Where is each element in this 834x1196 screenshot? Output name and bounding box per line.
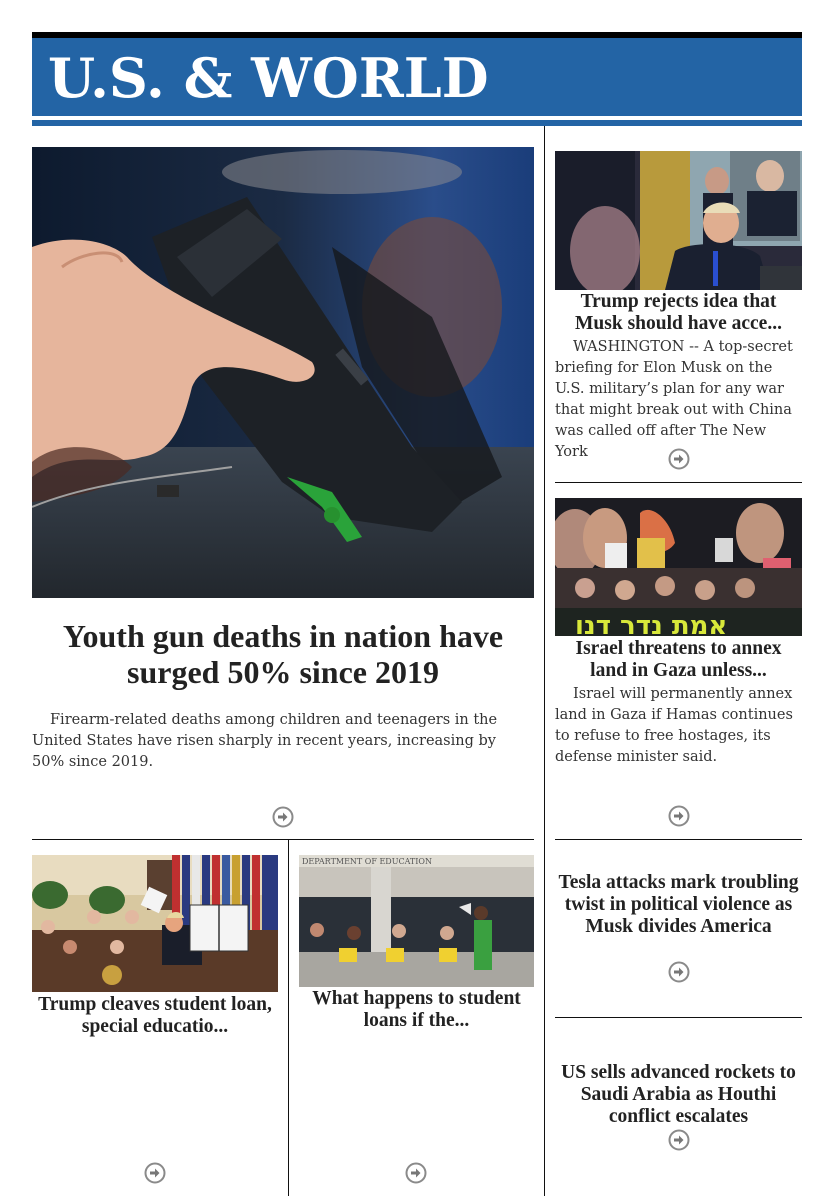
arrow-circle-right-icon xyxy=(668,1129,690,1151)
right-story-3-headline[interactable]: Tesla attacks mark troubling twist in political violence as Musk divides America xyxy=(558,872,799,937)
arrow-circle-right-icon xyxy=(144,1162,166,1184)
right-story-1-image[interactable] xyxy=(555,151,802,290)
lead-story-image[interactable] xyxy=(32,147,534,598)
right-story-2-summary: Israel will permanently annex land in Gaza if Hamas continues to refuse to free hostages, its defense minister said. xyxy=(555,686,793,765)
right-story-1-rule xyxy=(555,482,802,483)
bottom-story-1-image[interactable] xyxy=(32,855,278,992)
right-story-2-image[interactable] xyxy=(555,498,802,636)
arrow-circle-right-icon xyxy=(668,448,690,470)
lead-story-summary: Firearm-related deaths among children and teenagers in the United States have risen sharply in recent years, increasing by 50% since 2019. xyxy=(32,712,498,770)
right-story-3-rule xyxy=(555,1017,802,1018)
lead-story-headline[interactable]: Youth gun deaths in nation have surged 50% since 2019 xyxy=(62,618,504,690)
svg-text:DEPARTMENT OF EDUCATION: DEPARTMENT OF EDUCATION xyxy=(302,857,432,866)
bottom-column-divider xyxy=(288,840,289,1196)
right-story-2-rule xyxy=(555,839,802,840)
lead-story-read-more-button[interactable] xyxy=(272,806,294,828)
bottom-story-1-read-more-button[interactable] xyxy=(144,1162,166,1184)
svg-text:אמת נדר דנו: אמת נדר דנו xyxy=(575,611,728,636)
bottom-story-2-image[interactable] xyxy=(299,855,534,987)
right-story-4-headline[interactable]: US sells advanced rockets to Saudi Arabia as Houthi conflict escalates xyxy=(561,1062,796,1127)
bottom-story-2-headline[interactable]: What happens to student loans if the... xyxy=(312,988,521,1031)
right-story-1-headline[interactable]: Trump rejects idea that Musk should have acce... xyxy=(575,291,782,334)
right-story-4-read-more-button[interactable] xyxy=(668,1129,690,1151)
header-bottom-rule xyxy=(32,120,802,126)
arrow-circle-right-icon xyxy=(272,806,294,828)
arrow-circle-right-icon xyxy=(405,1162,427,1184)
right-story-2-read-more-button[interactable] xyxy=(668,805,690,827)
right-story-1-summary: WASHINGTON -- A top-secret briefing for Elon Musk on the U.S. military’s plan for any war that might break out with China was called off after The New York xyxy=(555,339,793,460)
right-story-2-headline[interactable]: Israel threatens to annex land in Gaza unless... xyxy=(575,638,782,681)
section-header xyxy=(32,38,802,116)
bottom-story-1-headline[interactable]: Trump cleaves student loan, special educatio... xyxy=(38,994,272,1037)
bottom-story-2-read-more-button[interactable] xyxy=(405,1162,427,1184)
right-story-1-read-more-button[interactable] xyxy=(668,448,690,470)
section-title: U.S. & WORLD xyxy=(48,46,489,110)
lead-story-bottom-rule xyxy=(32,839,534,840)
arrow-circle-right-icon xyxy=(668,805,690,827)
column-divider xyxy=(544,126,545,1196)
right-story-3-read-more-button[interactable] xyxy=(668,961,690,983)
arrow-circle-right-icon xyxy=(668,961,690,983)
